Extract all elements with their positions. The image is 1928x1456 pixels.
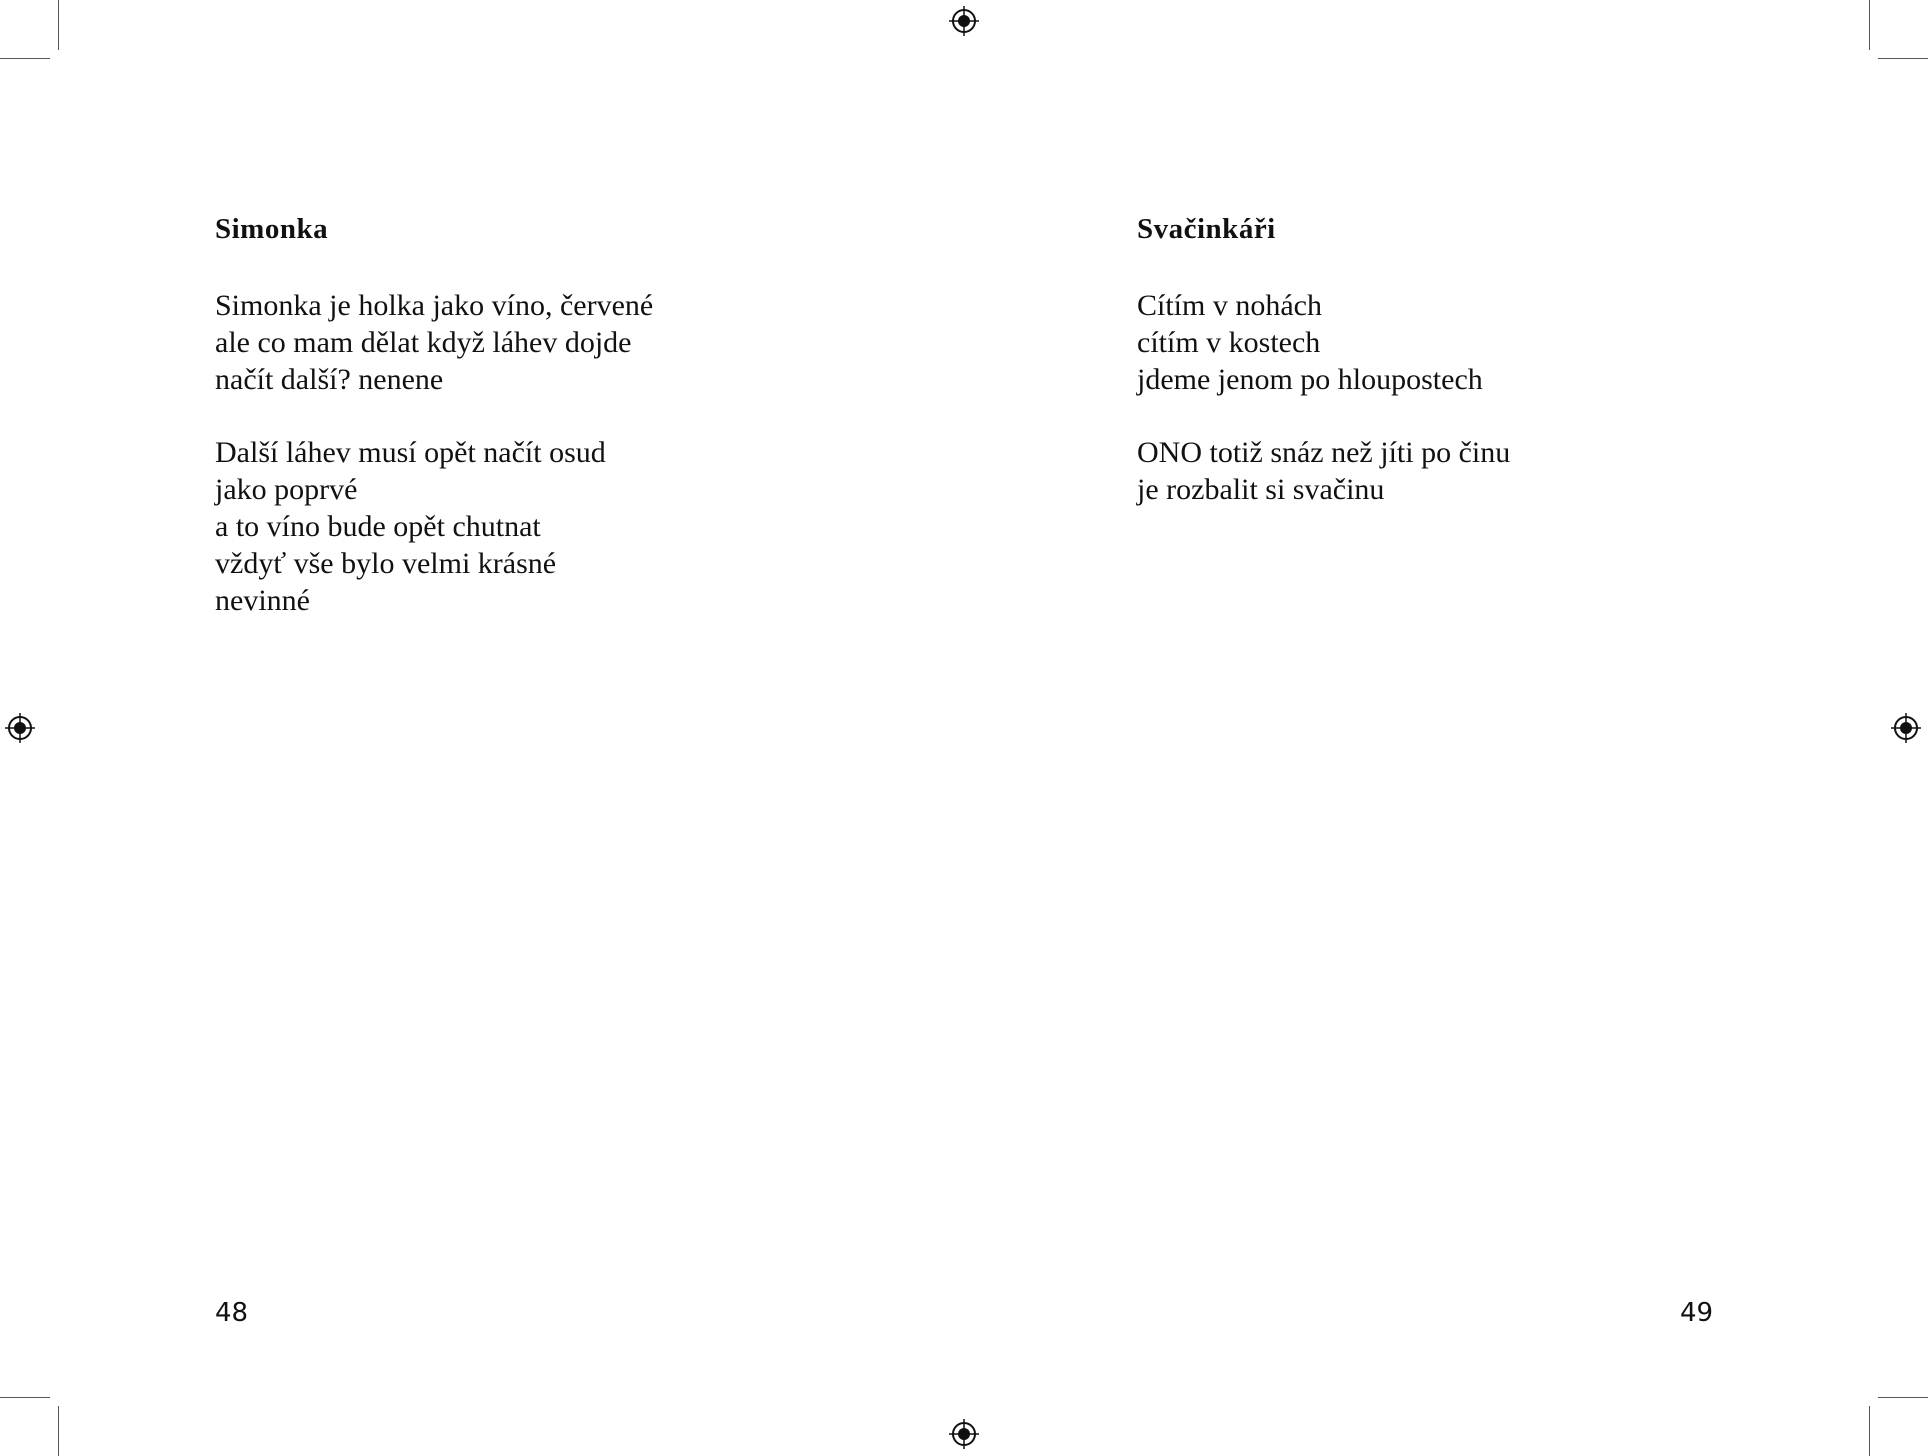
poem-line: načít další? nenene [215,363,444,396]
poem-line: nevinné [215,584,310,617]
poem-line: ale co mam dělat když láhev dojde [215,326,632,359]
poem-line: cítím v kostech [1137,326,1321,359]
poem-line: jdeme jenom po hloupostech [1137,363,1483,396]
registration-mark-icon [1891,713,1921,743]
crop-mark [0,1397,50,1398]
page-number: 49 [1680,1298,1714,1328]
poem-line: a to víno bude opět chutnat [215,510,541,543]
stanza [215,434,653,619]
stanza [1137,434,1510,508]
right-page [964,0,1928,1456]
crop-mark [1878,1397,1928,1398]
stanza [215,287,653,398]
crop-mark [0,58,50,59]
poem-line: Další láhev musí opět načít osud [215,436,606,469]
poem-line: Simonka je holka jako víno, červené [215,289,654,322]
poem-title: Simonka [215,213,329,245]
poem-line: ONO totiž snáz než jíti po činu [1137,436,1511,469]
registration-mark-icon [949,6,979,36]
crop-mark [58,1406,59,1456]
poem-simonka [215,205,653,655]
page-number: 48 [215,1298,249,1328]
registration-mark-icon [949,1419,979,1449]
poem-svacinkari [1137,205,1510,544]
registration-mark-icon [5,713,35,743]
poem-line: Cítím v nohách [1137,289,1322,322]
poem-title: Svačinkáři [1137,213,1276,245]
crop-mark [1869,1406,1870,1456]
stanza [1137,287,1510,398]
crop-mark [1869,0,1870,50]
poem-line: je rozbalit si svačinu [1137,473,1385,506]
crop-mark [1878,58,1928,59]
crop-mark [58,0,59,50]
poem-line: jako poprvé [215,473,358,506]
poem-line: vždyť vše bylo velmi krásné [215,547,557,580]
